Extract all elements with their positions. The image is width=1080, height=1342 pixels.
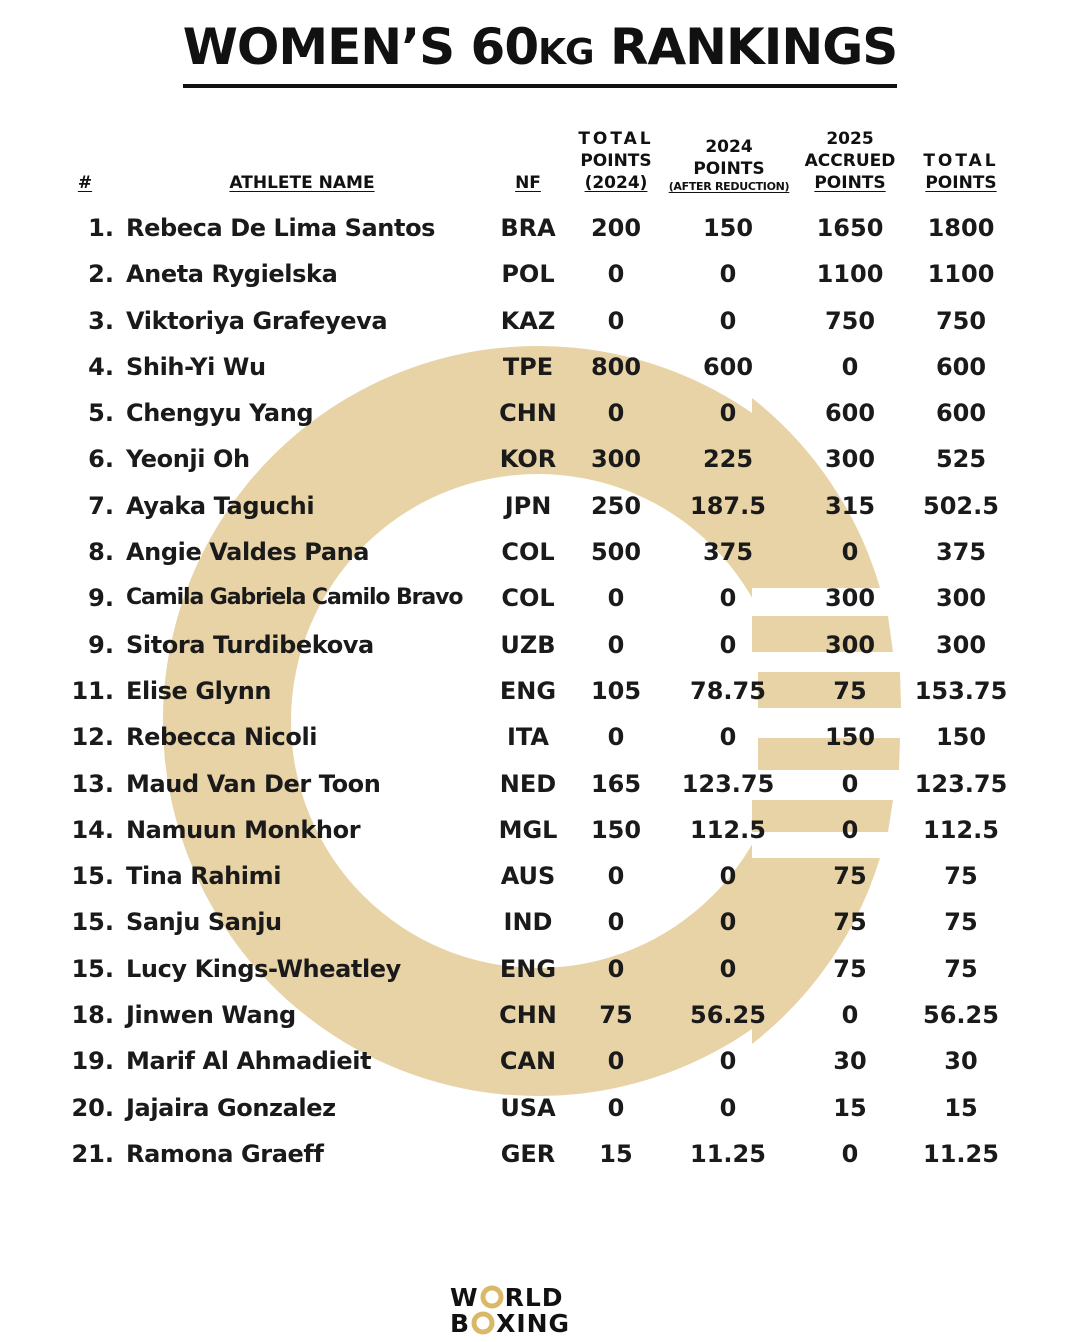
points-2024-cell: 0	[719, 399, 737, 428]
table-row	[0, 575, 1080, 621]
total-points-cell: 1800	[927, 214, 995, 242]
points-2024-cell: 150	[702, 214, 754, 242]
total-2024-cell: 0	[607, 399, 625, 428]
accrued-2025-cell: 0	[841, 815, 859, 844]
title-main: WOMEN’S 60	[182, 18, 539, 76]
nf-cell: JPN	[504, 491, 552, 520]
table-row	[0, 1131, 1080, 1177]
rank-cell: 8.	[88, 538, 114, 567]
rank-cell: 3.	[88, 306, 114, 335]
total-points-cell: 600	[935, 352, 987, 381]
table-row	[0, 390, 1080, 436]
total-points-cell: 525	[935, 445, 987, 474]
table-row	[0, 1085, 1080, 1131]
header-total-line2: POINTS	[925, 173, 997, 193]
athlete-name-cell: Jinwen Wang	[126, 1001, 296, 1030]
total-2024-cell: 0	[607, 723, 625, 752]
accrued-2025-cell: 75	[833, 954, 867, 983]
total-points-cell: 123.75	[914, 769, 1008, 798]
points-2024-cell: 187.5	[690, 491, 766, 520]
accrued-2025-cell: 315	[824, 491, 876, 520]
logo-letter-w: W	[450, 1282, 479, 1312]
rank-cell: 2.	[88, 260, 114, 289]
header-nf	[486, 126, 570, 194]
rank-cell: 20.	[71, 1093, 114, 1122]
total-points-cell: 75	[944, 908, 978, 937]
points-2024-cell: 600	[702, 352, 754, 381]
nf-cell: CHN	[499, 399, 557, 428]
nf-cell: MGL	[498, 815, 558, 844]
athlete-name-cell: Chengyu Yang	[126, 399, 314, 428]
rank-cell: 21.	[71, 1139, 114, 1168]
header-total-2024	[566, 126, 666, 194]
points-2024-cell: 375	[702, 538, 754, 567]
accrued-2025-cell: 0	[841, 538, 859, 567]
points-2024-cell: 112.5	[690, 815, 766, 844]
athlete-name-cell: Maud Van Der Toon	[126, 769, 381, 798]
header-total-line1: TOTAL	[923, 151, 999, 171]
accrued-2025-cell: 1100	[816, 260, 884, 289]
athlete-name-cell: Ayaka Taguchi	[126, 491, 315, 520]
total-2024-cell: 75	[599, 1001, 633, 1030]
table-row	[0, 992, 1080, 1038]
table-row	[0, 853, 1080, 899]
nf-cell: COL	[501, 538, 555, 567]
nf-cell: KOR	[499, 445, 557, 474]
points-2024-cell: 123.75	[681, 769, 775, 798]
points-2024-cell: 0	[719, 630, 737, 659]
table-row	[0, 1038, 1080, 1084]
header-rank	[56, 126, 114, 194]
athlete-name-cell: Ramona Graeff	[126, 1139, 324, 1168]
table-row	[0, 483, 1080, 529]
table-row	[0, 344, 1080, 390]
accrued-2025-cell: 600	[824, 399, 876, 428]
total-2024-cell: 0	[607, 908, 625, 937]
header-total	[906, 126, 1016, 194]
athlete-name-cell: Yeonji Oh	[126, 445, 250, 474]
rank-cell: 5.	[88, 399, 114, 428]
accrued-2025-cell: 0	[841, 1139, 859, 1168]
total-points-cell: 502.5	[923, 491, 999, 520]
nf-cell: USA	[500, 1093, 556, 1122]
total-points-cell: 153.75	[914, 676, 1008, 705]
points-2024-cell: 0	[719, 306, 737, 335]
nf-cell: IND	[503, 908, 553, 937]
nf-cell: GER	[500, 1139, 556, 1168]
table-row	[0, 946, 1080, 992]
nf-cell: KAZ	[500, 306, 556, 335]
athlete-name-cell: Camila Gabriela Camilo Bravo	[126, 585, 463, 611]
total-2024-cell: 0	[607, 862, 625, 891]
rank-cell: 15.	[71, 954, 114, 983]
table-row	[0, 205, 1080, 251]
points-2024-cell: 0	[719, 1047, 737, 1076]
accrued-2025-cell: 300	[824, 630, 876, 659]
total-points-cell: 1100	[927, 260, 995, 289]
points-2024-cell: 0	[719, 862, 737, 891]
header-athlete-label: ATHLETE NAME	[229, 173, 375, 193]
title-suffix: RANKINGS	[593, 18, 898, 76]
total-2024-cell: 800	[590, 352, 642, 381]
rank-cell: 14.	[71, 815, 114, 844]
nf-cell: CHN	[499, 1001, 557, 1030]
rankings-table	[0, 205, 1080, 1177]
total-points-cell: 56.25	[923, 1001, 999, 1030]
total-2024-cell: 0	[607, 584, 625, 613]
table-row	[0, 529, 1080, 575]
header-accrued-2025-line1: 2025	[826, 129, 874, 149]
rank-cell: 9.	[88, 584, 114, 613]
total-points-cell: 600	[935, 399, 987, 428]
table-row	[0, 251, 1080, 297]
logo-letters-rld: RLD	[504, 1282, 564, 1312]
athlete-name-cell: Viktoriya Grafeyeva	[126, 306, 388, 335]
athlete-name-cell: Marif Al Ahmadieit	[126, 1047, 372, 1076]
total-2024-cell: 500	[590, 538, 642, 567]
accrued-2025-cell: 30	[833, 1047, 867, 1076]
table-row	[0, 714, 1080, 760]
total-points-cell: 112.5	[923, 815, 999, 844]
accrued-2025-cell: 0	[841, 352, 859, 381]
total-2024-cell: 0	[607, 1093, 625, 1122]
nf-cell: ENG	[499, 954, 557, 983]
rank-cell: 9.	[88, 630, 114, 659]
total-2024-cell: 105	[590, 676, 642, 705]
rank-cell: 12.	[71, 723, 114, 752]
total-points-cell: 75	[944, 862, 978, 891]
rank-cell: 15.	[71, 908, 114, 937]
total-2024-cell: 200	[590, 214, 642, 242]
rank-cell: 1.	[88, 214, 114, 242]
rank-cell: 19.	[71, 1047, 114, 1076]
logo-ring-icon	[471, 1311, 495, 1335]
accrued-2025-cell: 75	[833, 862, 867, 891]
total-points-cell: 300	[935, 584, 987, 613]
accrued-2025-cell: 300	[824, 584, 876, 613]
header-points-2024	[664, 126, 794, 194]
total-2024-cell: 0	[607, 306, 625, 335]
total-2024-cell: 250	[590, 491, 642, 520]
accrued-2025-cell: 75	[833, 908, 867, 937]
total-2024-cell: 15	[599, 1139, 633, 1168]
table-row	[0, 298, 1080, 344]
table-row	[0, 622, 1080, 668]
athlete-name-cell: Sanju Sanju	[126, 908, 282, 937]
rank-cell: 15.	[71, 862, 114, 891]
total-2024-cell: 0	[607, 630, 625, 659]
total-2024-cell: 0	[607, 954, 625, 983]
total-2024-cell: 0	[607, 1047, 625, 1076]
rank-cell: 13.	[71, 769, 114, 798]
table-row	[0, 807, 1080, 853]
header-points-2024-line2: POINTS	[693, 159, 765, 179]
header-points-2024-line3: (AFTER REDUCTION)	[668, 180, 790, 193]
header-total-2024-line2: POINTS	[580, 151, 652, 171]
header-accrued-2025-line2: ACCRUED	[804, 151, 896, 171]
nf-cell: BRA	[500, 214, 556, 242]
logo-line-boxing	[450, 1310, 630, 1336]
total-points-cell: 150	[935, 723, 987, 752]
nf-cell: TPE	[502, 352, 554, 381]
rank-cell: 6.	[88, 445, 114, 474]
points-2024-cell: 0	[719, 260, 737, 289]
header-nf-label: NF	[515, 173, 541, 193]
rank-cell: 4.	[88, 352, 114, 381]
total-points-cell: 750	[935, 306, 987, 335]
athlete-name-cell: Rebecca Nicoli	[126, 723, 318, 752]
nf-cell: ENG	[499, 676, 557, 705]
points-2024-cell: 0	[719, 954, 737, 983]
nf-cell: UZB	[500, 630, 556, 659]
total-points-cell: 11.25	[923, 1139, 999, 1168]
athlete-name-cell: Namuun Monkhor	[126, 815, 361, 844]
nf-cell: POL	[501, 260, 555, 289]
total-points-cell: 15	[944, 1093, 978, 1122]
athlete-name-cell: Shih-Yi Wu	[126, 352, 266, 381]
total-2024-cell: 150	[590, 815, 642, 844]
athlete-name-cell: Elise Glynn	[126, 676, 272, 705]
athlete-name-cell: Lucy Kings-Wheatley	[126, 954, 401, 983]
nf-cell: ITA	[506, 723, 549, 752]
points-2024-cell: 0	[719, 584, 737, 613]
nf-cell: CAN	[499, 1047, 557, 1076]
title-unit: KG	[538, 32, 594, 73]
total-2024-cell: 165	[590, 769, 642, 798]
accrued-2025-cell: 0	[841, 769, 859, 798]
nf-cell: NED	[499, 769, 557, 798]
points-2024-cell: 11.25	[690, 1139, 766, 1168]
rank-cell: 11.	[71, 676, 114, 705]
table-row	[0, 761, 1080, 807]
accrued-2025-cell: 150	[824, 723, 876, 752]
athlete-name-cell: Sitora Turdibekova	[126, 630, 374, 659]
world-boxing-logo	[450, 1284, 630, 1336]
header-athlete	[200, 126, 404, 194]
header-points-2024-line1: 2024	[705, 137, 753, 157]
total-points-cell: 75	[944, 954, 978, 983]
athlete-name-cell: Aneta Rygielska	[126, 260, 338, 289]
athlete-name-cell: Jajaira Gonzalez	[126, 1093, 336, 1122]
table-row	[0, 436, 1080, 482]
header-total-2024-line3: (2024)	[584, 173, 648, 193]
nf-cell: COL	[501, 584, 555, 613]
total-points-cell: 30	[944, 1047, 978, 1076]
rank-cell: 7.	[88, 491, 114, 520]
points-2024-cell: 225	[702, 445, 754, 474]
accrued-2025-cell: 0	[841, 1001, 859, 1030]
logo-line-world	[450, 1284, 630, 1310]
points-2024-cell: 0	[719, 1093, 737, 1122]
athlete-name-cell: Rebeca De Lima Santos	[126, 214, 436, 242]
logo-letters-xing: XING	[496, 1308, 571, 1338]
logo-ring-icon	[480, 1285, 504, 1309]
header-accrued-2025-line3: POINTS	[814, 173, 886, 193]
header-rank-label: #	[77, 173, 93, 193]
accrued-2025-cell: 300	[824, 445, 876, 474]
accrued-2025-cell: 75	[833, 676, 867, 705]
total-2024-cell: 300	[590, 445, 642, 474]
athlete-name-cell: Angie Valdes Pana	[126, 538, 370, 567]
points-2024-cell: 0	[719, 723, 737, 752]
points-2024-cell: 56.25	[690, 1001, 766, 1030]
accrued-2025-cell: 1650	[816, 214, 884, 242]
accrued-2025-cell: 15	[833, 1093, 867, 1122]
total-2024-cell: 0	[607, 260, 625, 289]
table-row	[0, 668, 1080, 714]
logo-letter-b: B	[450, 1308, 471, 1338]
total-points-cell: 375	[935, 538, 987, 567]
accrued-2025-cell: 750	[824, 306, 876, 335]
header-total-2024-line1: TOTAL	[578, 129, 654, 149]
athlete-name-cell: Tina Rahimi	[126, 862, 282, 891]
points-2024-cell: 0	[719, 908, 737, 937]
total-points-cell: 300	[935, 630, 987, 659]
nf-cell: AUS	[500, 862, 556, 891]
rank-cell: 18.	[71, 1001, 114, 1030]
header-accrued-2025	[796, 126, 904, 194]
points-2024-cell: 78.75	[690, 676, 766, 705]
table-row	[0, 899, 1080, 945]
page-title	[0, 18, 1080, 88]
